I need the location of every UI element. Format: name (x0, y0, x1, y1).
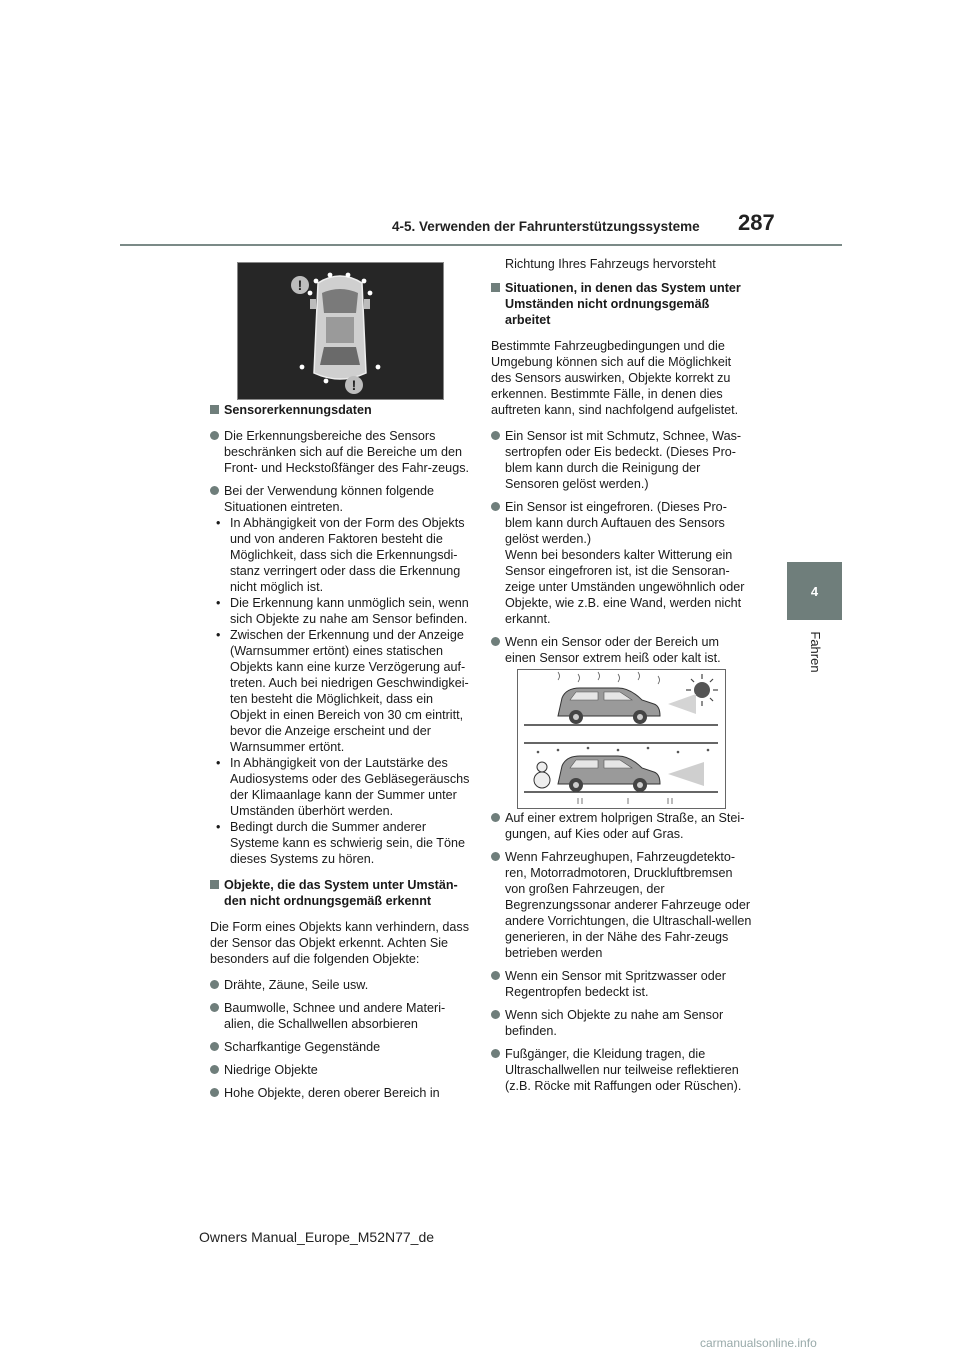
sub-list-item: • In Abhängigkeit von der Lautstärke des Audiosystems oder des Gebläsegeräuschs der Klimaanlage kann der Summer unter Umständen überhört werden. (216, 756, 470, 818)
square-bullet-icon (491, 283, 500, 292)
circle-bullet-icon (491, 1010, 500, 1019)
list-item: Hohe Objekte, deren oberer Bereich in (210, 1085, 472, 1101)
footer-document-id: Owners Manual_Europe_M52N77_de (199, 1229, 435, 1245)
list-item: Ein Sensor ist eingefroren. (Dieses Pro-blem kann durch Auftauen des Sensors gelöst werden.) (491, 499, 753, 547)
circle-bullet-icon (491, 637, 500, 646)
sub-list (210, 515, 472, 867)
list-item: Die Erkennungsbereiche des Sensors beschränken sich auf die Bereiche um den Front- und Heckstoßfänger des Fahr-zeugs. (210, 428, 472, 476)
car-top-view-illustration (238, 263, 443, 399)
hot-cold-car-illustration (518, 670, 725, 808)
list-item: Ein Sensor ist mit Schmutz, Schnee, Was-sertropfen oder Eis bedeckt. (Dieses Pro-blem kann durch die Reinigung der Sensoren gelöst werden.) (491, 428, 753, 492)
sub-list-item: • Die Erkennung kann unmöglich sein, wenn sich Objekte zu nahe am Sensor befinden. (216, 596, 469, 626)
list-item: Wenn ein Sensor oder der Bereich um einen Sensor extrem heiß oder kalt ist. (491, 634, 753, 666)
paragraph: Bestimmte Fahrzeugbedingungen und die Umgebung können sich auf die Möglichkeit des Sensors auswirken, Objekte korrekt zu erkennen. Bestimmte Fälle, in denen dies auftreten kann, sind nachfolgend aufgelistet. (491, 339, 739, 417)
section-heading: Situationen, in denen das System unter Umständen nicht ordnungsgemäß arbeitet (491, 280, 753, 328)
list-item: Scharfkantige Gegenstände (210, 1039, 472, 1055)
list-item: Bei der Verwendung können folgende Situationen eintreten. (210, 483, 472, 515)
section-heading: Sensorerkennungsdaten (210, 402, 472, 418)
sub-list-item: • Bedingt durch die Summer anderer Systeme kann es schwierig sein, die Töne dieses Systems zu hören. (216, 820, 465, 866)
circle-bullet-icon (491, 813, 500, 822)
watermark: carmanualsonline.info (700, 1336, 817, 1350)
svg-text:!: ! (351, 377, 357, 393)
circle-bullet-icon (210, 486, 219, 495)
square-bullet-icon (210, 405, 219, 414)
sub-list-item: • Zwischen der Erkennung und der Anzeige (Warnsummer ertönt) eines statischen Objekts kann eine kurze Verzögerung auf-treten. Auch bei niedrigen Geschwindigkei-ten besteht die Möglichkeit, dass ein Objekt in einen Bereich von 30 cm eintritt, bevor die Anzeige erscheint und der Warnsummer ertönt. (216, 628, 469, 754)
list-item: Baumwolle, Schnee und andere Materi-alien, die Schallwellen absorbieren (210, 1000, 472, 1032)
circle-bullet-icon (210, 1042, 219, 1051)
list-item: Wenn sich Objekte zu nahe am Sensor befinden. (491, 1007, 753, 1039)
header-section-title: 4-5. Verwenden der Fahrunterstützungssysteme (392, 219, 700, 234)
continued-text: Richtung Ihres Fahrzeugs hervorsteht (505, 257, 716, 271)
list-item: Fußgänger, die Kleidung tragen, die Ultraschallwellen nur teilweise reflektieren (z.B. Röcke mit Raffungen oder Rüschen). (491, 1046, 753, 1094)
warning-icon (345, 376, 363, 394)
right-column-lower (491, 810, 753, 1101)
section-heading: Objekte, die das System unter Umstän-den nicht ordnungsgemäß erkennt (210, 877, 472, 909)
sub-list-item: • In Abhängigkeit von der Form des Objekts und von anderen Faktoren besteht die Möglichkeit, dass sich die Erkennungsdi-stanz verringert oder dass die Erkennung nicht möglich ist. (216, 516, 465, 594)
circle-bullet-icon (210, 431, 219, 440)
right-column (491, 256, 753, 673)
circle-bullet-icon (491, 852, 500, 861)
list-item: Niedrige Objekte (210, 1062, 472, 1078)
circle-bullet-icon (210, 1065, 219, 1074)
square-bullet-icon (210, 880, 219, 889)
circle-bullet-icon (210, 1088, 219, 1097)
svg-text:!: ! (297, 277, 303, 293)
list-item-continuation: Wenn bei besonders kalter Witterung ein Sensor eingefroren ist, ist die Sensoran-zeige unter Umständen ungewöhnlich oder Objekte, wie z.B. eine Wand, werden nicht erkannt. (505, 548, 745, 626)
list-item: Drähte, Zäune, Seile usw. (210, 977, 472, 993)
temperature-condition-figure (517, 669, 726, 809)
warning-icon (291, 276, 309, 294)
paragraph: Die Form eines Objekts kann verhindern, dass der Sensor das Objekt erkennt. Achten Sie besonders auf die folgenden Objekte: (210, 920, 469, 966)
chapter-label: Fahren (808, 631, 824, 673)
circle-bullet-icon (210, 980, 219, 989)
list-item: Wenn Fahrzeughupen, Fahrzeugdetekto-ren, Motorradmotoren, Druckluftbremsen von großen Fahrzeugen, der Begrenzungssonar anderer Fahrzeuge oder andere Vorrichtungen, die Ultraschall-wellen generieren, in der Nähe des Fahr-zeugs betrieben werden (491, 849, 753, 961)
circle-bullet-icon (491, 502, 500, 511)
header-divider (120, 244, 842, 246)
sensor-detection-figure (237, 262, 444, 400)
circle-bullet-icon (491, 1049, 500, 1058)
circle-bullet-icon (491, 971, 500, 980)
chapter-tab[interactable]: 4 (787, 562, 842, 620)
page-number: 287 (738, 210, 775, 235)
left-column (210, 402, 472, 1108)
circle-bullet-icon (210, 1003, 219, 1012)
list-item: Wenn ein Sensor mit Spritzwasser oder Regentropfen bedeckt ist. (491, 968, 753, 1000)
circle-bullet-icon (491, 431, 500, 440)
list-item: Auf einer extrem holprigen Straße, an Stei-gungen, auf Kies oder auf Gras. (491, 810, 753, 842)
